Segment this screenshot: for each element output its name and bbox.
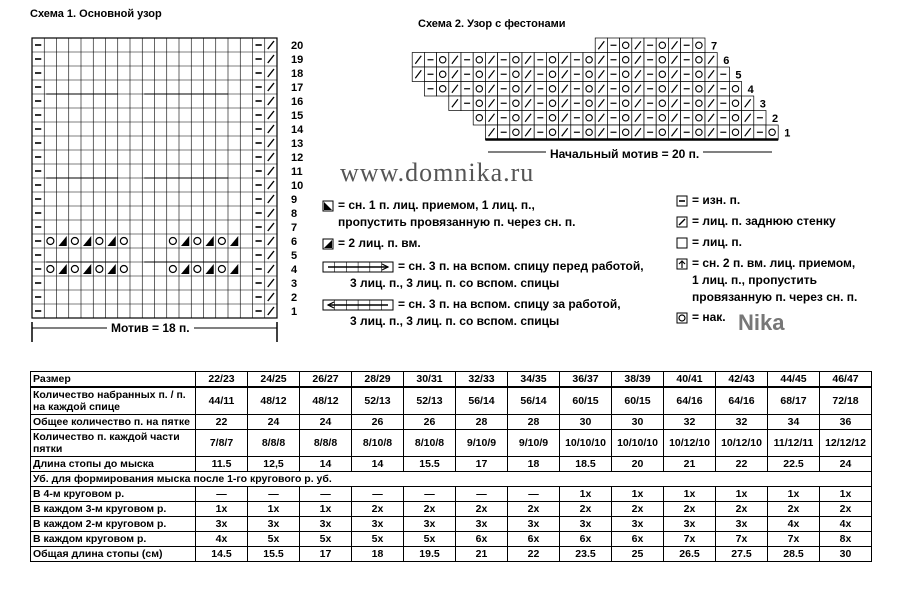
table-cell: 7x	[664, 532, 716, 547]
row-number: 3	[291, 278, 298, 290]
table-cell: 22	[508, 547, 560, 562]
row-label: В каждом 2-м круговом р.	[31, 517, 196, 532]
row-number: 5	[291, 250, 298, 262]
table-cell: 8x	[820, 532, 872, 547]
row-label: Количество набранных п. / п. на каждой спице	[31, 387, 196, 415]
table-cell: 64/16	[716, 387, 768, 415]
table-cell: 64/16	[664, 387, 716, 415]
table-row	[31, 532, 872, 547]
table-row	[31, 517, 872, 532]
row-number: 4	[291, 264, 298, 276]
row-number: 20	[291, 40, 304, 52]
legend-text: = лиц. п.	[676, 235, 742, 249]
table-row	[31, 387, 872, 415]
table-cell: 3x	[716, 517, 768, 532]
table-cell: —	[300, 487, 352, 502]
table-cell: 60/15	[612, 387, 664, 415]
table-cell: 23.5	[560, 547, 612, 562]
table-cell: 44/45	[768, 372, 820, 388]
table-cell: 28	[508, 415, 560, 430]
table-cell: 24/25	[248, 372, 300, 388]
legend-text: 3 лиц. п., 3 лиц. п. со вспом. спицы	[350, 276, 560, 290]
table-cell: 9/10/9	[508, 430, 560, 457]
row-number: 7	[711, 40, 718, 53]
legend-text: = нак.	[676, 310, 726, 324]
table-cell: 26	[352, 415, 404, 430]
table-cell: 2x	[612, 502, 664, 517]
table-cell: 5x	[404, 532, 456, 547]
row-number: 7	[291, 222, 298, 234]
table-cell: 1x	[196, 502, 248, 517]
table-cell: 30	[612, 415, 664, 430]
table-cell: 26.5	[664, 547, 716, 562]
table-cell: 30	[820, 547, 872, 562]
table-cell: 7/8/7	[196, 430, 248, 457]
table-row	[31, 415, 872, 430]
table-cell: 52/13	[352, 387, 404, 415]
table-cell: —	[508, 487, 560, 502]
table-cell: 22/23	[196, 372, 248, 388]
table-cell: 18.5	[560, 457, 612, 472]
legend-text: = сн. 1 п. лиц. приемом, 1 лиц. п.,	[322, 198, 535, 212]
table-cell: —	[196, 487, 248, 502]
table-cell: 26	[404, 415, 456, 430]
table-cell: 3x	[248, 517, 300, 532]
table-cell: 1x	[248, 502, 300, 517]
row-number: 3	[759, 98, 766, 111]
table-cell: 38/39	[612, 372, 664, 388]
nika-logo: Nika	[738, 310, 785, 335]
scheme1-motif-label: Мотив = 18 п.	[107, 321, 194, 335]
table-cell: 8/10/8	[404, 430, 456, 457]
row-number: 5	[735, 69, 742, 82]
table-cell: —	[456, 487, 508, 502]
table-cell: 20	[612, 457, 664, 472]
row-number: 9	[291, 194, 298, 206]
table-cell: 22	[196, 415, 248, 430]
scheme1-title: Схема 1. Основной узор	[30, 8, 162, 20]
legend-text: = лиц. п. заднюю стенку	[676, 214, 836, 228]
row-number: 16	[291, 96, 304, 108]
table-cell: 2x	[716, 502, 768, 517]
row-number: 14	[291, 124, 304, 136]
row-number: 2	[772, 112, 779, 125]
table-cell: 1x	[300, 502, 352, 517]
table-cell: 21	[456, 547, 508, 562]
table-cell: 28/29	[352, 372, 404, 388]
legend-text: = сн. 2 п. вм. лиц. приемом,	[676, 256, 855, 270]
scheme1-chart	[20, 30, 310, 360]
table-cell: 6x	[612, 532, 664, 547]
table-row	[31, 487, 872, 502]
legend-text: = сн. 3 п. на вспом. спицу перед работой,	[322, 259, 644, 273]
table-cell: 12/12/12	[820, 430, 872, 457]
table-cell: 2x	[456, 502, 508, 517]
table-cell: 14	[352, 457, 404, 472]
knit-tbl-icon	[676, 216, 688, 228]
row-label: Общая длина стопы (см)	[31, 547, 196, 562]
table-cell: 46/47	[820, 372, 872, 388]
purl-icon	[676, 195, 688, 207]
row-number: 18	[291, 68, 304, 80]
table-cell: 60/15	[560, 387, 612, 415]
table-cell: 17	[456, 457, 508, 472]
table-cell: 5x	[352, 532, 404, 547]
table-cell: 10/10/10	[612, 430, 664, 457]
span-label: Уб. для формирования мыска после 1-го кругового р. уб.	[31, 472, 872, 487]
table-cell: 44/11	[196, 387, 248, 415]
row-number: 12	[291, 152, 304, 164]
table-cell: 18	[508, 457, 560, 472]
legend-text: 3 лиц. п., 3 лиц. п. со вспом. спицы	[350, 314, 560, 328]
table-row	[31, 430, 872, 457]
table-cell: 3x	[352, 517, 404, 532]
yo-icon	[676, 312, 688, 324]
table-header-row	[31, 372, 872, 388]
table-cell: 30	[560, 415, 612, 430]
table-cell: 2x	[404, 502, 456, 517]
table-cell: 3x	[196, 517, 248, 532]
legend-text: пропустить провязанную п. через сн. п.	[338, 215, 576, 229]
scheme2-title: Схема 2. Узор с фестонами	[418, 18, 566, 30]
table-cell: 48/12	[248, 387, 300, 415]
table-cell: 28.5	[768, 547, 820, 562]
k2tog-icon	[322, 238, 334, 250]
table-cell: 3x	[560, 517, 612, 532]
watermark: www.domnika.ru	[340, 158, 535, 187]
table-cell: 3x	[612, 517, 664, 532]
table-cell: 42/43	[716, 372, 768, 388]
row-number: 19	[291, 54, 304, 66]
table-cell: 14	[300, 457, 352, 472]
table-cell: 24	[300, 415, 352, 430]
table-cell: 1x	[820, 487, 872, 502]
row-label: Длина стопы до мыска	[31, 457, 196, 472]
table-cell: 26/27	[300, 372, 352, 388]
table-cell: 72/18	[820, 387, 872, 415]
table-cell: 1x	[768, 487, 820, 502]
table-cell: 15.5	[248, 547, 300, 562]
table-cell: 1x	[612, 487, 664, 502]
table-cell: 12,5	[248, 457, 300, 472]
table-cell: 22.5	[768, 457, 820, 472]
knit-icon	[676, 237, 688, 249]
table-cell: 32/33	[456, 372, 508, 388]
table-cell: —	[248, 487, 300, 502]
table-cell: 8/10/8	[352, 430, 404, 457]
table-cell: 2x	[664, 502, 716, 517]
table-cell: 1x	[716, 487, 768, 502]
table-row	[31, 547, 872, 562]
table-cell: 8/8/8	[300, 430, 352, 457]
table-cell: 52/13	[404, 387, 456, 415]
table-cell: 4x	[820, 517, 872, 532]
size-table	[30, 371, 872, 562]
ssk-icon	[322, 200, 334, 212]
row-number: 4	[747, 83, 754, 96]
table-cell: 10/12/10	[716, 430, 768, 457]
table-row	[31, 502, 872, 517]
table-row	[31, 457, 872, 472]
table-cell: 32	[664, 415, 716, 430]
table-cell: 1x	[560, 487, 612, 502]
table-cell: 22	[716, 457, 768, 472]
table-cell: 4x	[768, 517, 820, 532]
table-cell: 11.5	[196, 457, 248, 472]
table-cell: 36	[820, 415, 872, 430]
table-cell: 8/8/8	[248, 430, 300, 457]
table-cell: 3x	[456, 517, 508, 532]
legend-text: провязанную п. через сн. п.	[692, 290, 858, 304]
table-cell: 6x	[560, 532, 612, 547]
table-cell: 30/31	[404, 372, 456, 388]
table-cell: 9/10/9	[456, 430, 508, 457]
row-number: 1	[291, 306, 298, 318]
table-cell: 56/14	[508, 387, 560, 415]
table-cell: 3x	[300, 517, 352, 532]
table-cell: 34/35	[508, 372, 560, 388]
table-cell: 15.5	[404, 457, 456, 472]
table-cell: 68/17	[768, 387, 820, 415]
table-cell: 27.5	[716, 547, 768, 562]
row-number: 8	[291, 208, 298, 220]
table-cell: 2x	[508, 502, 560, 517]
table-cell: 2x	[768, 502, 820, 517]
table-cell: 10/10/10	[560, 430, 612, 457]
table-cell: 56/14	[456, 387, 508, 415]
row-label: Размер	[31, 372, 196, 388]
table-cell: 25	[612, 547, 664, 562]
row-number: 1	[784, 127, 791, 140]
table-cell: 6x	[508, 532, 560, 547]
table-cell: —	[352, 487, 404, 502]
table-cell: 32	[716, 415, 768, 430]
scheme2-motif-label: Начальный мотив = 20 п.	[546, 147, 703, 161]
table-cell: 5x	[300, 532, 352, 547]
row-number: 6	[723, 54, 730, 67]
row-label: Количество п. каждой части пятки	[31, 430, 196, 457]
legend-text: 1 лиц. п., пропустить	[692, 273, 818, 287]
row-label: Общее количество п. на пятке	[31, 415, 196, 430]
table-cell: —	[404, 487, 456, 502]
table-cell: 48/12	[300, 387, 352, 415]
table-cell: 34	[768, 415, 820, 430]
row-number: 2	[291, 292, 298, 304]
table-cell: 2x	[820, 502, 872, 517]
table-cell: 3x	[664, 517, 716, 532]
table-cell: 11/12/11	[768, 430, 820, 457]
row-number: 6	[291, 236, 298, 248]
cable-back-icon	[322, 299, 394, 311]
row-number: 13	[291, 138, 304, 150]
table-cell: 10/12/10	[664, 430, 716, 457]
row-label: В каждом 3-м круговом р.	[31, 502, 196, 517]
legend-text: = сн. 3 п. на вспом. спицу за работой,	[322, 297, 621, 311]
table-cell: 40/41	[664, 372, 716, 388]
table-cell: 2x	[352, 502, 404, 517]
table-cell: 24	[820, 457, 872, 472]
table-cell: 18	[352, 547, 404, 562]
table-cell: 3x	[508, 517, 560, 532]
table-cell: 14.5	[196, 547, 248, 562]
table-cell: 7x	[716, 532, 768, 547]
table-cell: 28	[456, 415, 508, 430]
row-number: 15	[291, 110, 304, 122]
row-label: В 4-м круговом р.	[31, 487, 196, 502]
table-cell: 19.5	[404, 547, 456, 562]
table-cell: 2x	[560, 502, 612, 517]
table-span-row	[31, 472, 872, 487]
cable-front-icon	[322, 261, 394, 273]
table-cell: 21	[664, 457, 716, 472]
row-label: В каждом круговом р.	[31, 532, 196, 547]
table-cell: 5x	[248, 532, 300, 547]
table-cell: 24	[248, 415, 300, 430]
table-cell: 3x	[404, 517, 456, 532]
table-cell: 17	[300, 547, 352, 562]
table-cell: 6x	[456, 532, 508, 547]
cdd-icon	[676, 258, 688, 270]
row-number: 11	[291, 166, 303, 178]
legend-text: = изн. п.	[676, 193, 740, 207]
table-cell: 1x	[664, 487, 716, 502]
table-cell: 7x	[768, 532, 820, 547]
table-cell: 4x	[196, 532, 248, 547]
row-number: 17	[291, 82, 304, 94]
legend-text: = 2 лиц. п. вм.	[322, 236, 421, 250]
table-cell: 36/37	[560, 372, 612, 388]
row-number: 10	[291, 180, 304, 192]
